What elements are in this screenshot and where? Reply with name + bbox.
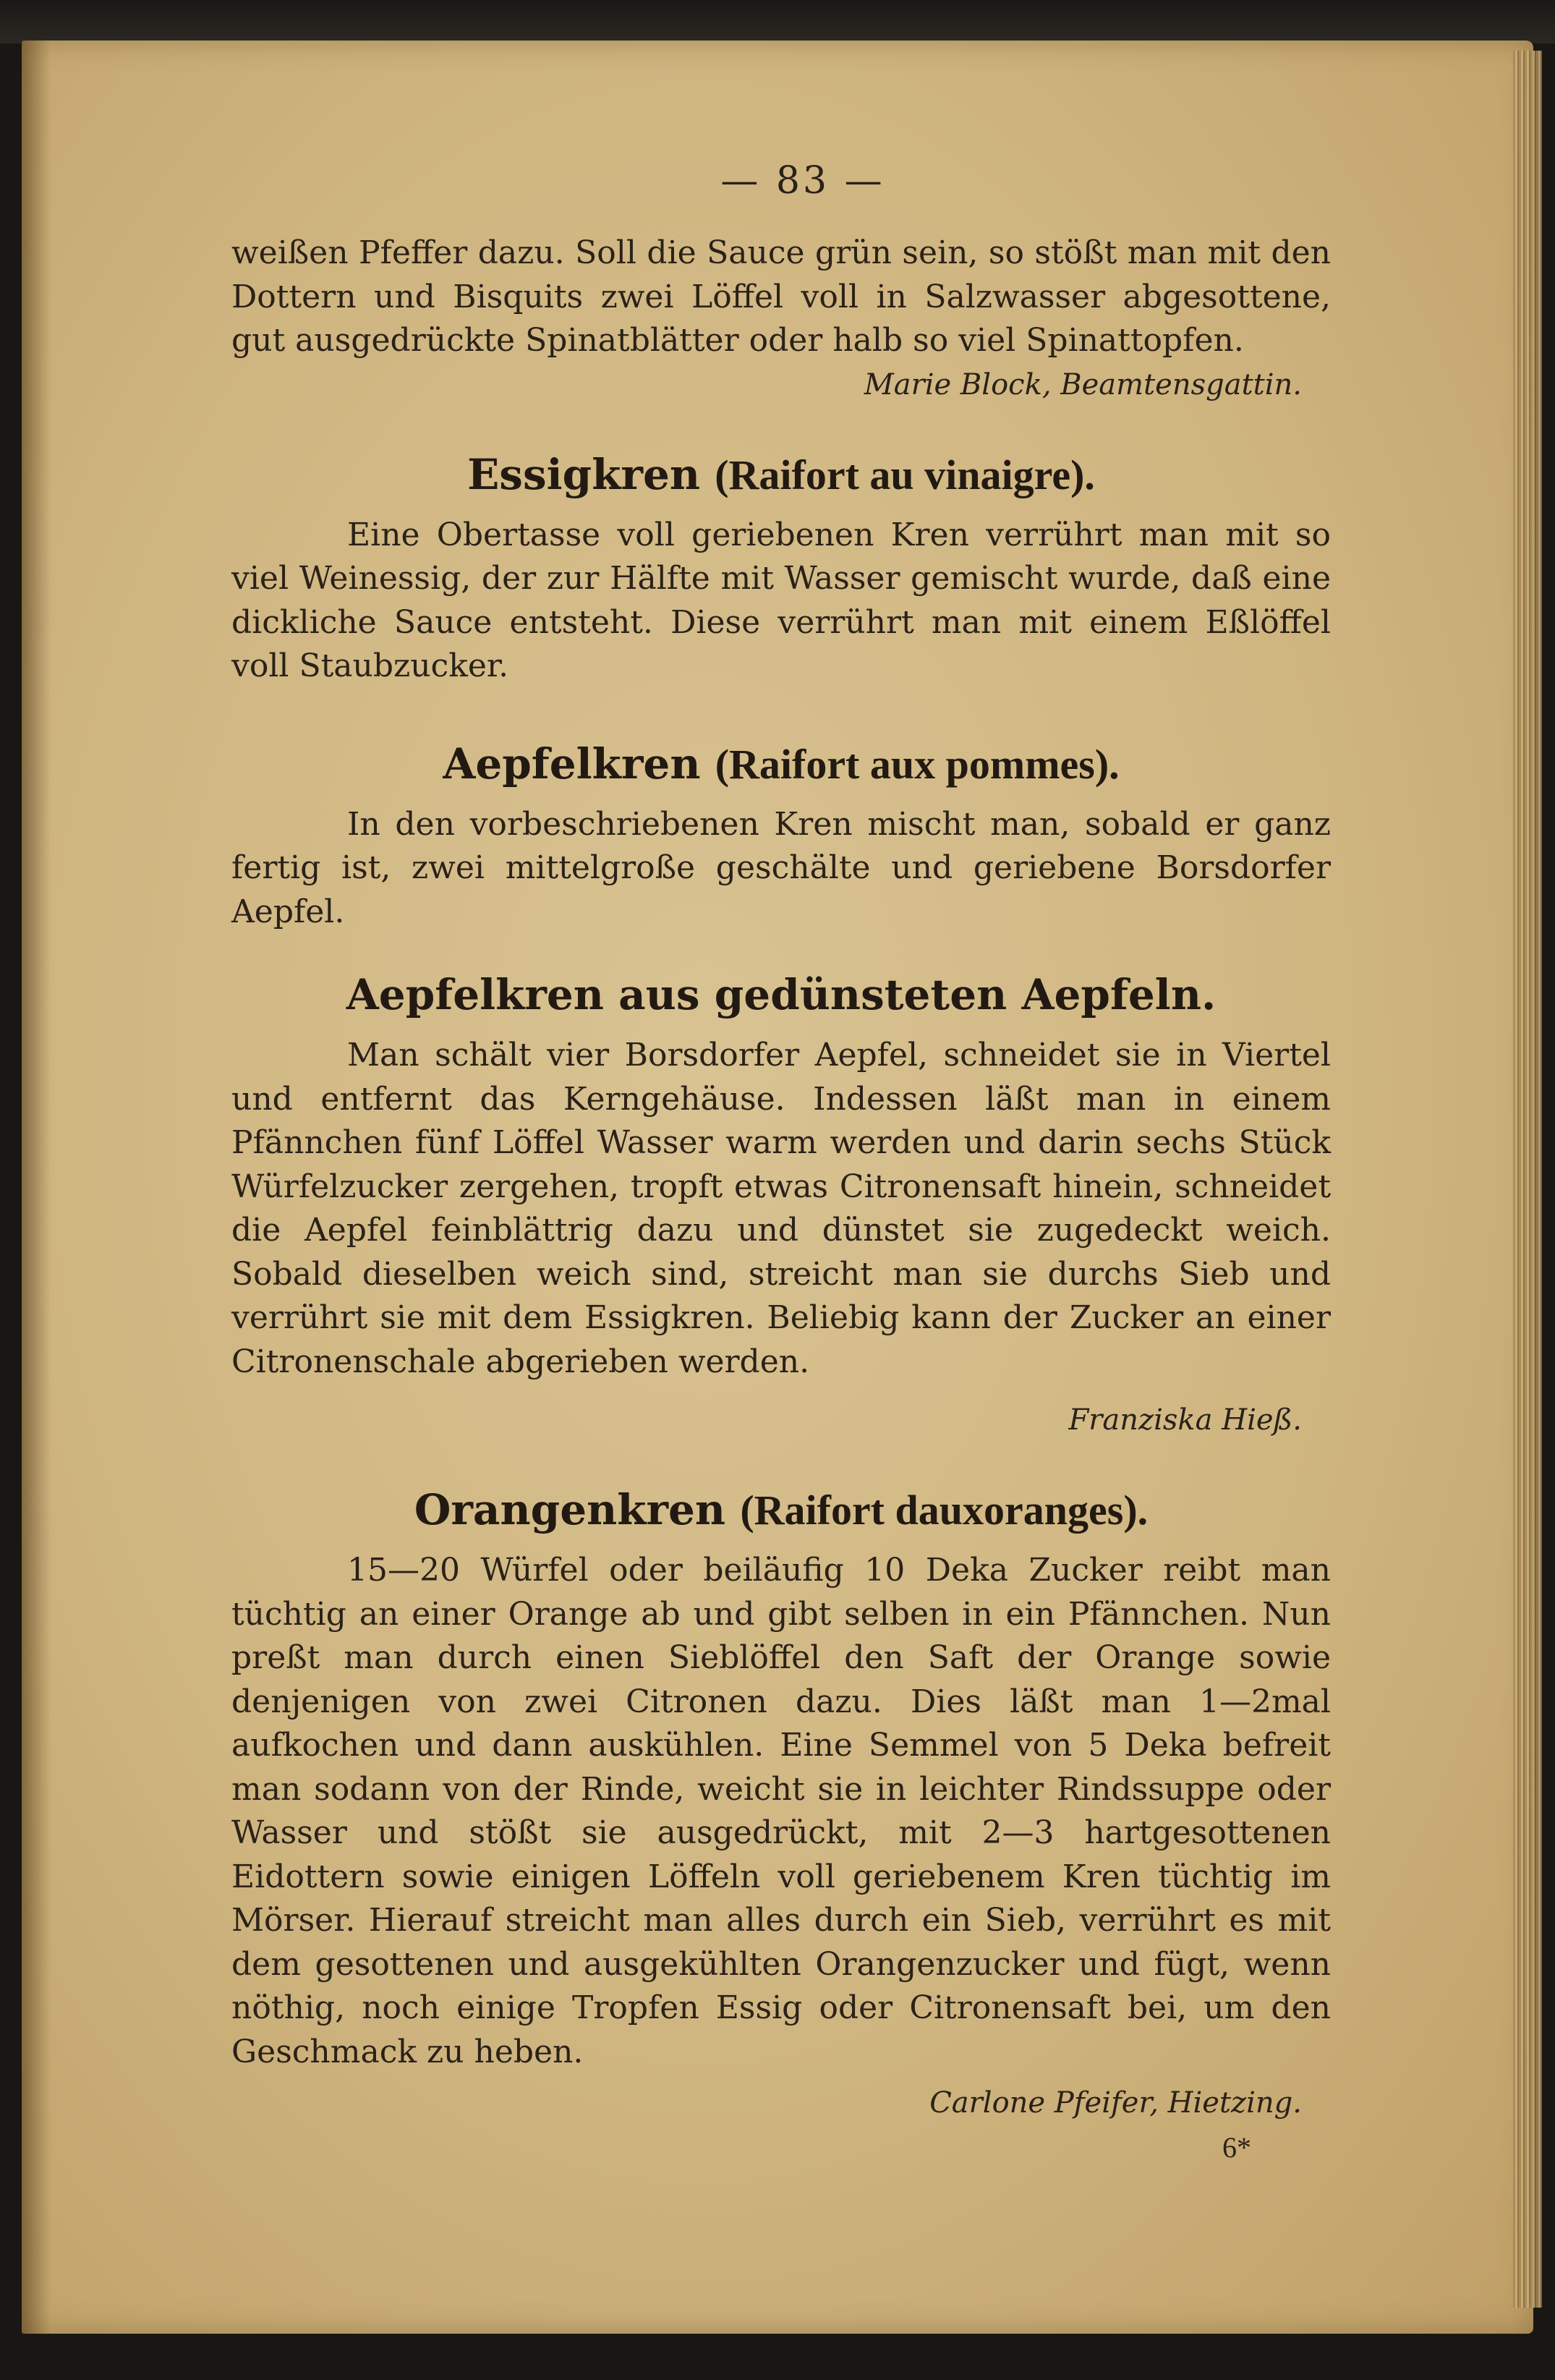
recipe-text-aepfelkren: In den vorbeschriebenen Kren mischt man, sobald er ganz fertig ist, zwei mittelgroße geschälte und geriebene Borsdorfer Aepfel.	[231, 805, 1331, 930]
page-gutter-shadow	[22, 41, 51, 2334]
recipe-title: Aepfelkren	[443, 739, 701, 789]
intro-paragraph: weißen Pfeffer dazu. Soll die Sauce grün sein, so stößt man mit den Dottern und Bisquits zwei Löffel voll in Salzwasser abgesottene, gut ausgedrückte Spinatblätter oder halb so viel Spinattopfen.	[231, 234, 1331, 359]
page-content	[231, 159, 1331, 2164]
page-edges	[1513, 51, 1542, 2308]
recipe-title: Orangenkren	[414, 1485, 726, 1534]
recipe-text-orangenkren: 15—20 Würfel oder beiläufig 10 Deka Zucker reibt man tüchtig an einer Orange ab und gibt selben in ein Pfännchen. Nun preßt man durch einen Sieblöffel den Saft der Orange sowie denjenigen von zwei Citronen dazu. Dies läßt man 1—2mal aufkochen und dann auskühlen. Eine Semmel von 5 Deka befreit man sodann von der Rinde, weicht sie in leichter Rindssuppe oder Wasser und stößt sie ausgedrückt, mit 2—3 hartgesottenen Eidottern sowie einigen Löffeln voll geriebenem Kren tüchtig im Mörser. Hierauf streicht man alles durch ein Sieb, verrührt es mit dem gesottenen und ausgekühlten Orangenzucker und fügt, wenn nöthig, noch einige Tropfen Essig oder Citronensaft bei, um den Geschmack zu heben.	[231, 1552, 1331, 2070]
recipe-title-essigkren	[231, 450, 1331, 499]
recipe-subtitle: (Raifort dauxoranges).	[740, 1487, 1149, 1534]
recipe-author-pfeifer: Carlone Pfeifer, Hietzing.	[929, 2086, 1302, 2120]
recipe-title-aepfelkren	[231, 739, 1331, 789]
recipe-title-orangenkren	[231, 1485, 1331, 1534]
intro-author: Marie Block, Beamtensgattin.	[864, 367, 1302, 401]
recipe-author-hiess: Franziska Hieß.	[1068, 1403, 1302, 1437]
recipe-subtitle: (Raifort aux pommes).	[715, 740, 1120, 788]
page-number: — 83 —	[720, 159, 885, 203]
recipe-title: Aepfelkren aus gedünsteten Aepfeln.	[346, 970, 1217, 1019]
recipe-text-essigkren: Eine Obertasse voll geriebenen Kren verrührt man mit so viel Weinessig, der zur Hälfte mit Wasser gemischt wurde, daß eine dickliche Sauce entsteht. Diese verrührt man mit einem Eßlöffel voll Staubzucker.	[231, 516, 1331, 684]
recipe-title: Essigkren	[467, 449, 701, 499]
signature-mark: 6*	[1222, 2131, 1251, 2164]
recipe-subtitle: (Raifort au vinaigre).	[715, 451, 1095, 498]
recipe-title-aepfelkren-gedunstet	[231, 970, 1331, 1019]
recipe-text-aepfelkren-gedunstet: Man schält vier Borsdorfer Aepfel, schneidet sie in Viertel und entfernt das Kerngehäuse. Indessen läßt man in einem Pfännchen fünf Löffel Wasser warm werden und darin sechs Stück Würfelzucker zergehen, tropft etwas Citronensaft hinein, schneidet die Aepfel feinblättrig dazu und dünstet sie zugedeckt weich. Sobald dieselben weich sind, streicht man sie durchs Sieb und verrührt sie mit dem Essigkren. Beliebig kann der Zucker an einer Citronenschale abgerieben werden.	[231, 1037, 1331, 1380]
book-binding-strip	[0, 0, 1555, 43]
